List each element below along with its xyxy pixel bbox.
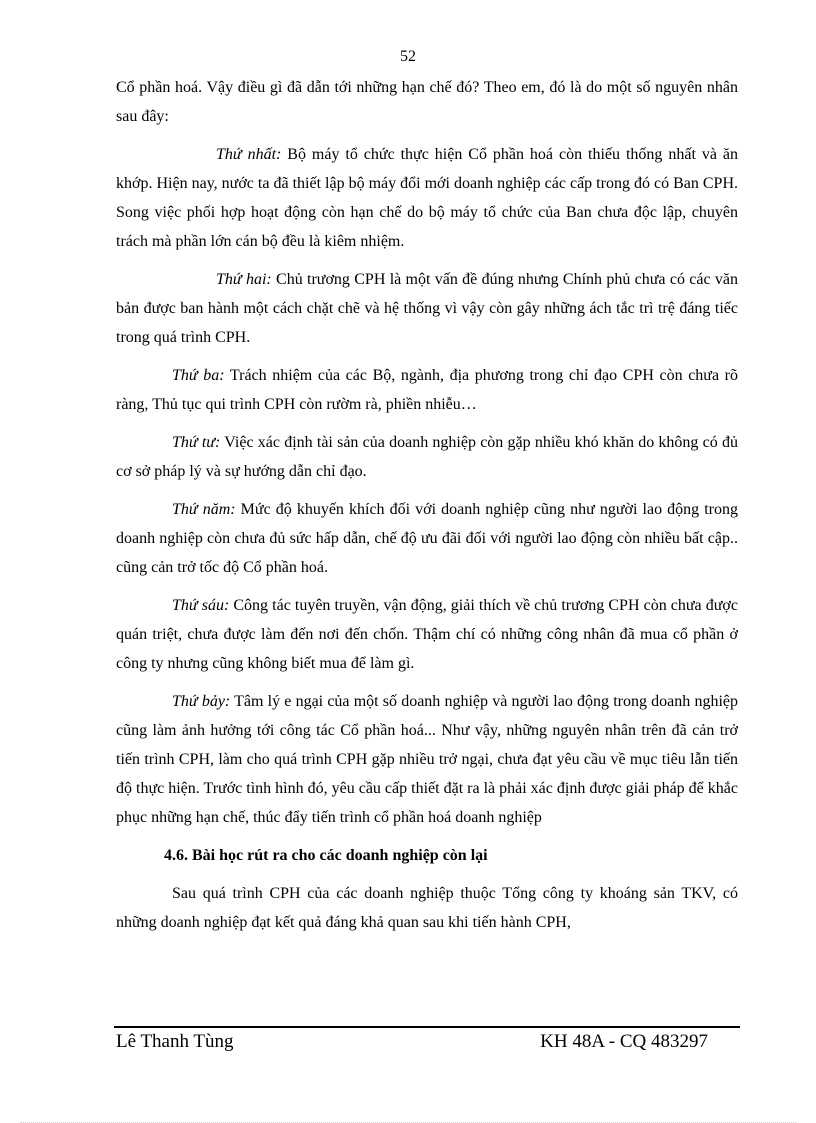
- paragraph-lead: Thứ ba:: [172, 367, 225, 384]
- paragraph-last: Sau quá trình CPH của các doanh nghiệp thuộc Tổng công ty khoáng sản TKV, có những doanh nghiệp đạt kết quả đáng khả quan sau khi tiến hành CPH,: [116, 885, 738, 931]
- paragraph-reason-7: [116, 687, 738, 832]
- paragraph-reason-4: [116, 428, 738, 486]
- paragraph-text: Tâm lý e ngại của một số doanh nghiệp và người lao động trong doanh nghiệp cũng làm ảnh hưởng tới công tác Cổ phần hoá... Như vậy, những nguyên nhân trên đã cản trở tiến trình CPH, làm cho quá trình CPH gặp nhiều trở ngại, chưa đạt yêu cầu về mục tiêu lẫn tiến độ thực hiện. Trước tình hình đó, yêu cầu cấp thiết đặt ra là phải xác định được giải pháp để khắc phục những hạn chế, thúc đẩy tiến trình cổ phần hoá doanh nghiệp: [116, 693, 738, 826]
- paragraph-reason-1: [116, 140, 738, 256]
- page-number: 52: [400, 48, 416, 65]
- footer-rule: [114, 1026, 740, 1028]
- footer-class-code: KH 48A - CQ 483297: [540, 1031, 708, 1052]
- footer-author: Lê Thanh Tùng: [116, 1031, 234, 1052]
- paragraph-text: Cổ phần hoá. Vậy điều gì đã dẫn tới những hạn chế đó? Theo em, đó là do một số nguyên nhân sau đây:: [116, 79, 738, 125]
- paragraph-text: Trách nhiệm của các Bộ, ngành, địa phương trong chỉ đạo CPH còn chưa rõ ràng, Thủ tục qui trình CPH còn rườm rà, phiền nhiễu…: [116, 367, 739, 413]
- paragraph-reason-5: [116, 495, 738, 582]
- paragraph-text: Chủ trương CPH là một vấn đề đúng nhưng Chính phủ chưa có các văn bản được ban hành một cách chặt chẽ và hệ thống vì vậy còn gây những ách tắc trì trệ đáng tiếc trong quá trình CPH.: [116, 271, 738, 346]
- paragraph-text: Bộ máy tổ chức thực hiện Cổ phần hoá còn thiếu thống nhất và ăn khớp. Hiện nay, nước ta đã thiết lập bộ máy đổi mới doanh nghiệp các cấp trong đó có Ban CPH. Song việc phối hợp hoạt động còn hạn chế do bộ máy tổ chức của Ban chưa độc lập, chuyên trách mà phần lớn cán bộ đều là kiêm nhiệm.: [116, 146, 738, 250]
- paragraph-text: Việc xác định tài sản của doanh nghiệp còn gặp nhiều khó khăn do không có đủ cơ sở pháp lý và sự hướng dẫn chỉ đạo.: [116, 434, 738, 480]
- paragraph-text: Công tác tuyên truyền, vận động, giải thích về chủ trương CPH còn chưa được quán triệt, chưa được làm đến nơi đến chốn. Thậm chí có những công nhân đã mua cổ phần ở công ty nhưng cũng không biết mua để làm gì.: [116, 597, 738, 672]
- paragraph-lead: Thứ hai:: [216, 271, 272, 288]
- paragraph-lead: Thứ năm:: [172, 501, 236, 518]
- paragraph-reason-3: [116, 361, 738, 419]
- paragraph-lead: Thứ tư:: [172, 434, 221, 451]
- paragraph-intro: [116, 73, 738, 131]
- paragraph-text: Mức độ khuyến khích đối với doanh nghiệp cũng như người lao động trong doanh nghiệp còn chưa đủ sức hấp dẫn, chế độ ưu đãi đối với người lao động còn nhiều bất cập.. cũng cản trở tốc độ Cổ phần hoá.: [116, 501, 738, 576]
- paragraph-lead: Thứ nhất:: [216, 146, 282, 163]
- paragraph-lead: Thứ sáu:: [172, 597, 230, 614]
- paragraph-lead: Thứ bảy:: [172, 693, 231, 710]
- paragraph-reason-2: [116, 265, 738, 352]
- paragraph-reason-6: [116, 591, 738, 678]
- section-heading: 4.6. Bài học rút ra cho các doanh nghiệp còn lại: [164, 847, 488, 864]
- document-body: [116, 73, 738, 946]
